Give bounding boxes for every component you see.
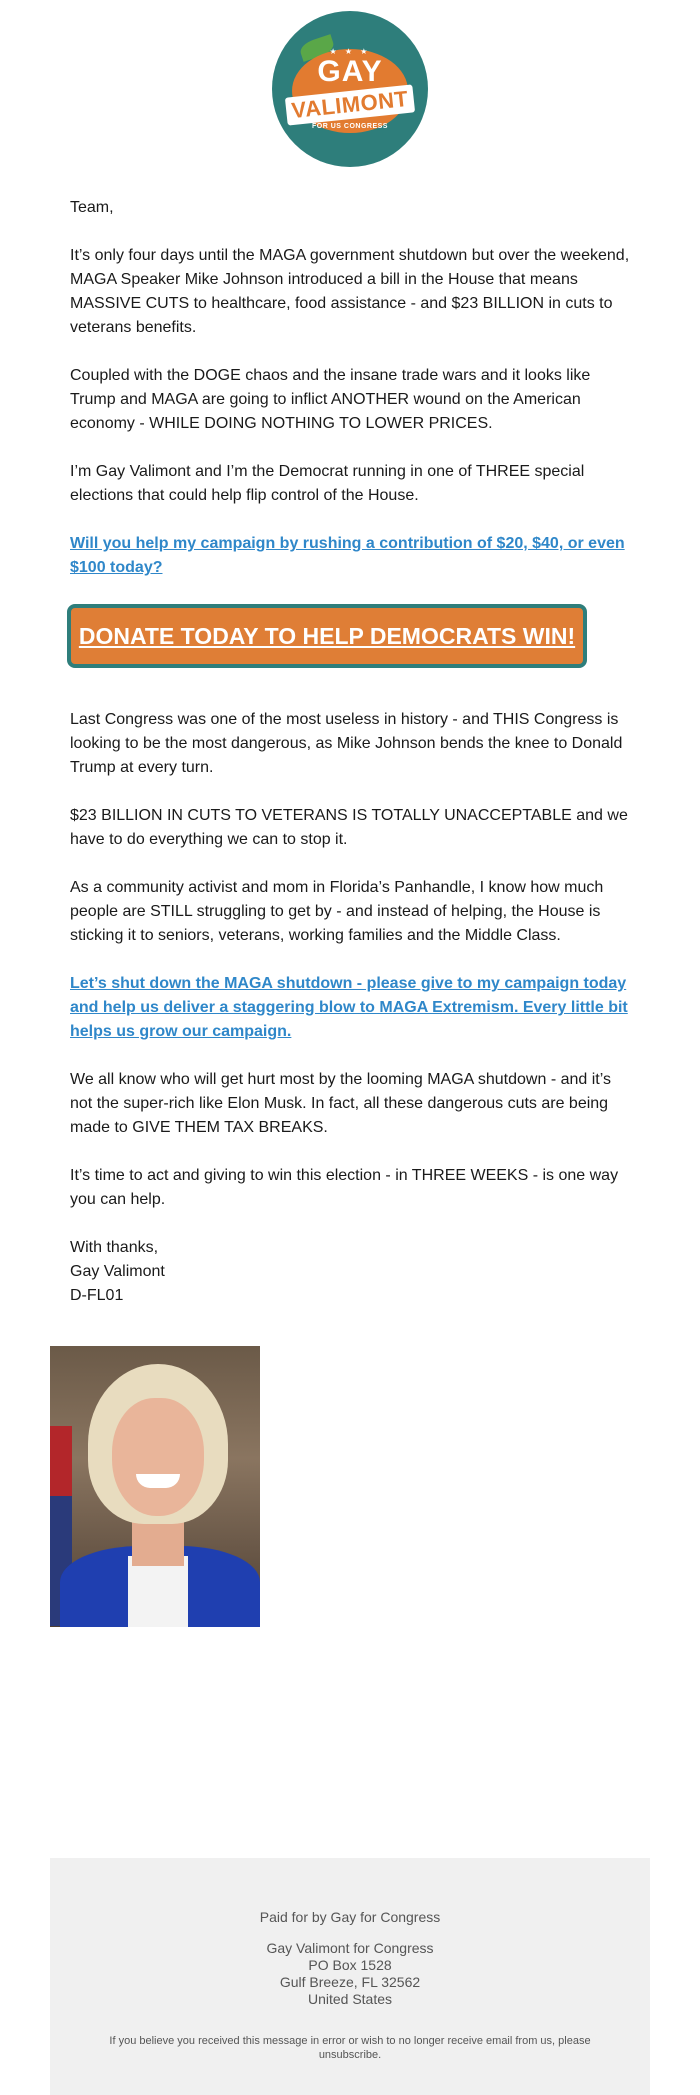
logo-tagline: FOR US CONGRESS [312, 123, 388, 130]
logo-circle [272, 11, 428, 167]
paragraph-tax-breaks: We all know who will get hurt most by the looming MAGA shutdown - and it’s not the super-rich like Elon Musk. In fact, all these dangerous cuts are being made to GIVE THEM TAX BREAKS. [70, 1071, 611, 1136]
shutdown-donate-link[interactable]: Let’s shut down the MAGA shutdown - please give to my campaign today and help us deliver a staggering blow to MAGA Extremism. Every little bit helps us grow our campaign. [70, 975, 628, 1040]
unsubscribe-notice[interactable]: If you believe you received this message in error or wish to no longer receive email from us, please unsubscribe. [109, 2035, 591, 2061]
paragraph-link2 [70, 972, 630, 1044]
address-org: Gay Valimont for Congress [266, 1940, 434, 1956]
paragraph-act-now: It’s time to act and giving to win this election - in THREE WEEKS - is one way you can help. [70, 1167, 619, 1208]
logo-text-valimont: VALIMONT [285, 84, 415, 125]
email-body [70, 196, 630, 1308]
signature-name: Gay Valimont [70, 1263, 165, 1280]
paid-for-disclaimer: Paid for by Gay for Congress [259, 1909, 441, 1925]
mailing-address [50, 1940, 650, 2008]
paragraph-shutdown: It’s only four days until the MAGA government shutdown but over the weekend, MAGA Speaker Mike Johnson introduced a bill in the House that means MASSIVE CUTS to healthcare, food assistance - and $23 BILLION in cuts to veterans benefits. [70, 247, 630, 336]
paragraph-intro: I’m Gay Valimont and I’m the Democrat running in one of THREE special elections that could help flip control of the House. [70, 463, 585, 504]
signature-thanks: With thanks, [70, 1239, 159, 1256]
address-city: Gulf Breeze, FL 32562 [279, 1974, 421, 1990]
paragraph-link1 [70, 532, 630, 580]
greeting: Team, [70, 199, 114, 216]
signature-district: D-FL01 [70, 1287, 124, 1304]
logo-stars: ★ ★ ★ [329, 47, 371, 56]
address-country: United States [307, 1991, 393, 2007]
campaign-logo[interactable] [272, 11, 430, 169]
address-po-box: PO Box 1528 [308, 1957, 392, 1973]
candidate-photo [50, 1346, 260, 1627]
contribution-link[interactable]: Will you help my campaign by rushing a contribution of $20, $40, or even $100 today? [70, 535, 625, 576]
email-footer [50, 1858, 650, 2095]
paragraph-activist: As a community activist and mom in Florida’s Panhandle, I know how much people are STILL struggling to get by - and instead of helping, the House is sticking it to seniors, veterans, working families and the Middle Class. [70, 879, 604, 944]
signature [70, 1236, 630, 1308]
paragraph-veterans: $23 BILLION IN CUTS TO VETERANS IS TOTALLY UNACCEPTABLE and we have to do everything we can to stop it. [70, 807, 628, 848]
donate-button[interactable]: DONATE TODAY TO HELP DEMOCRATS WIN! [67, 604, 587, 668]
paragraph-doge: Coupled with the DOGE chaos and the insane trade wars and it looks like Trump and MAGA are going to inflict ANOTHER wound on the American economy - WHILE DOING NOTHING TO LOWER PRICES. [70, 367, 591, 432]
donate-button-row [70, 604, 630, 668]
logo-text-gay: GAY [317, 55, 383, 88]
paragraph-congress: Last Congress was one of the most useless in history - and THIS Congress is looking to be the most dangerous, as Mike Johnson bends the knee to Donald Trump at every turn. [70, 711, 623, 776]
